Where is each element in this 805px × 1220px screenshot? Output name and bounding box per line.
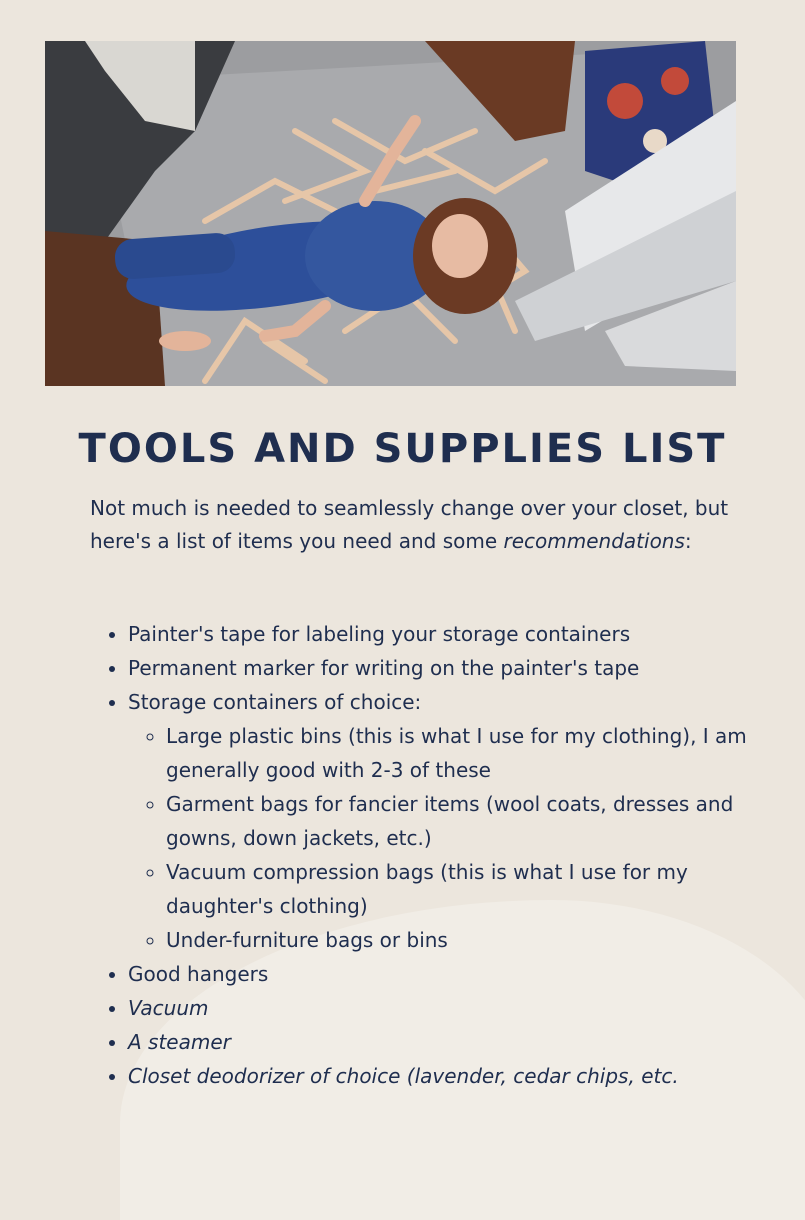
list-item: • Closet deodorizer of choice (lavender, cedar chips, etc. — [128, 1059, 788, 1093]
supplies-list — [90, 617, 788, 1093]
list-item: • Painter's tape for labeling your storage containers — [128, 617, 788, 651]
containers-sublist — [128, 719, 788, 957]
sublist-item: ◦ Under-furniture bags or bins — [166, 923, 788, 957]
sublist-item: ◦ Garment bags for fancier items (wool coats, dresses and gowns, down jackets, etc.) — [166, 787, 788, 855]
photo-illustration — [45, 41, 736, 386]
list-item: • A steamer — [128, 1025, 788, 1059]
list-item: • Permanent marker for writing on the painter's tape — [128, 651, 788, 685]
list-item: • Vacuum — [128, 991, 788, 1025]
intro-end: : — [684, 529, 692, 553]
list-item: • Good hangers — [128, 957, 788, 991]
sublist-item: ◦ Vacuum compression bags (this is what I use for my daughter's clothing) — [166, 855, 788, 923]
intro-text: Not much is needed to seamlessly change over your closet, but here's a list of items you need and some — [90, 496, 729, 553]
sublist-item: ◦ Large plastic bins (this is what I use for my clothing), I am generally good with 2-3 of these — [166, 719, 788, 787]
closet-floor-photo — [45, 41, 736, 386]
intro-paragraph — [90, 492, 750, 558]
page-title: TOOLS AND SUPPLIES LIST — [78, 426, 727, 472]
list-item-label: Storage containers of choice: — [128, 690, 422, 714]
intro-emphasis: recommendations — [503, 529, 685, 553]
list-item — [128, 685, 788, 957]
